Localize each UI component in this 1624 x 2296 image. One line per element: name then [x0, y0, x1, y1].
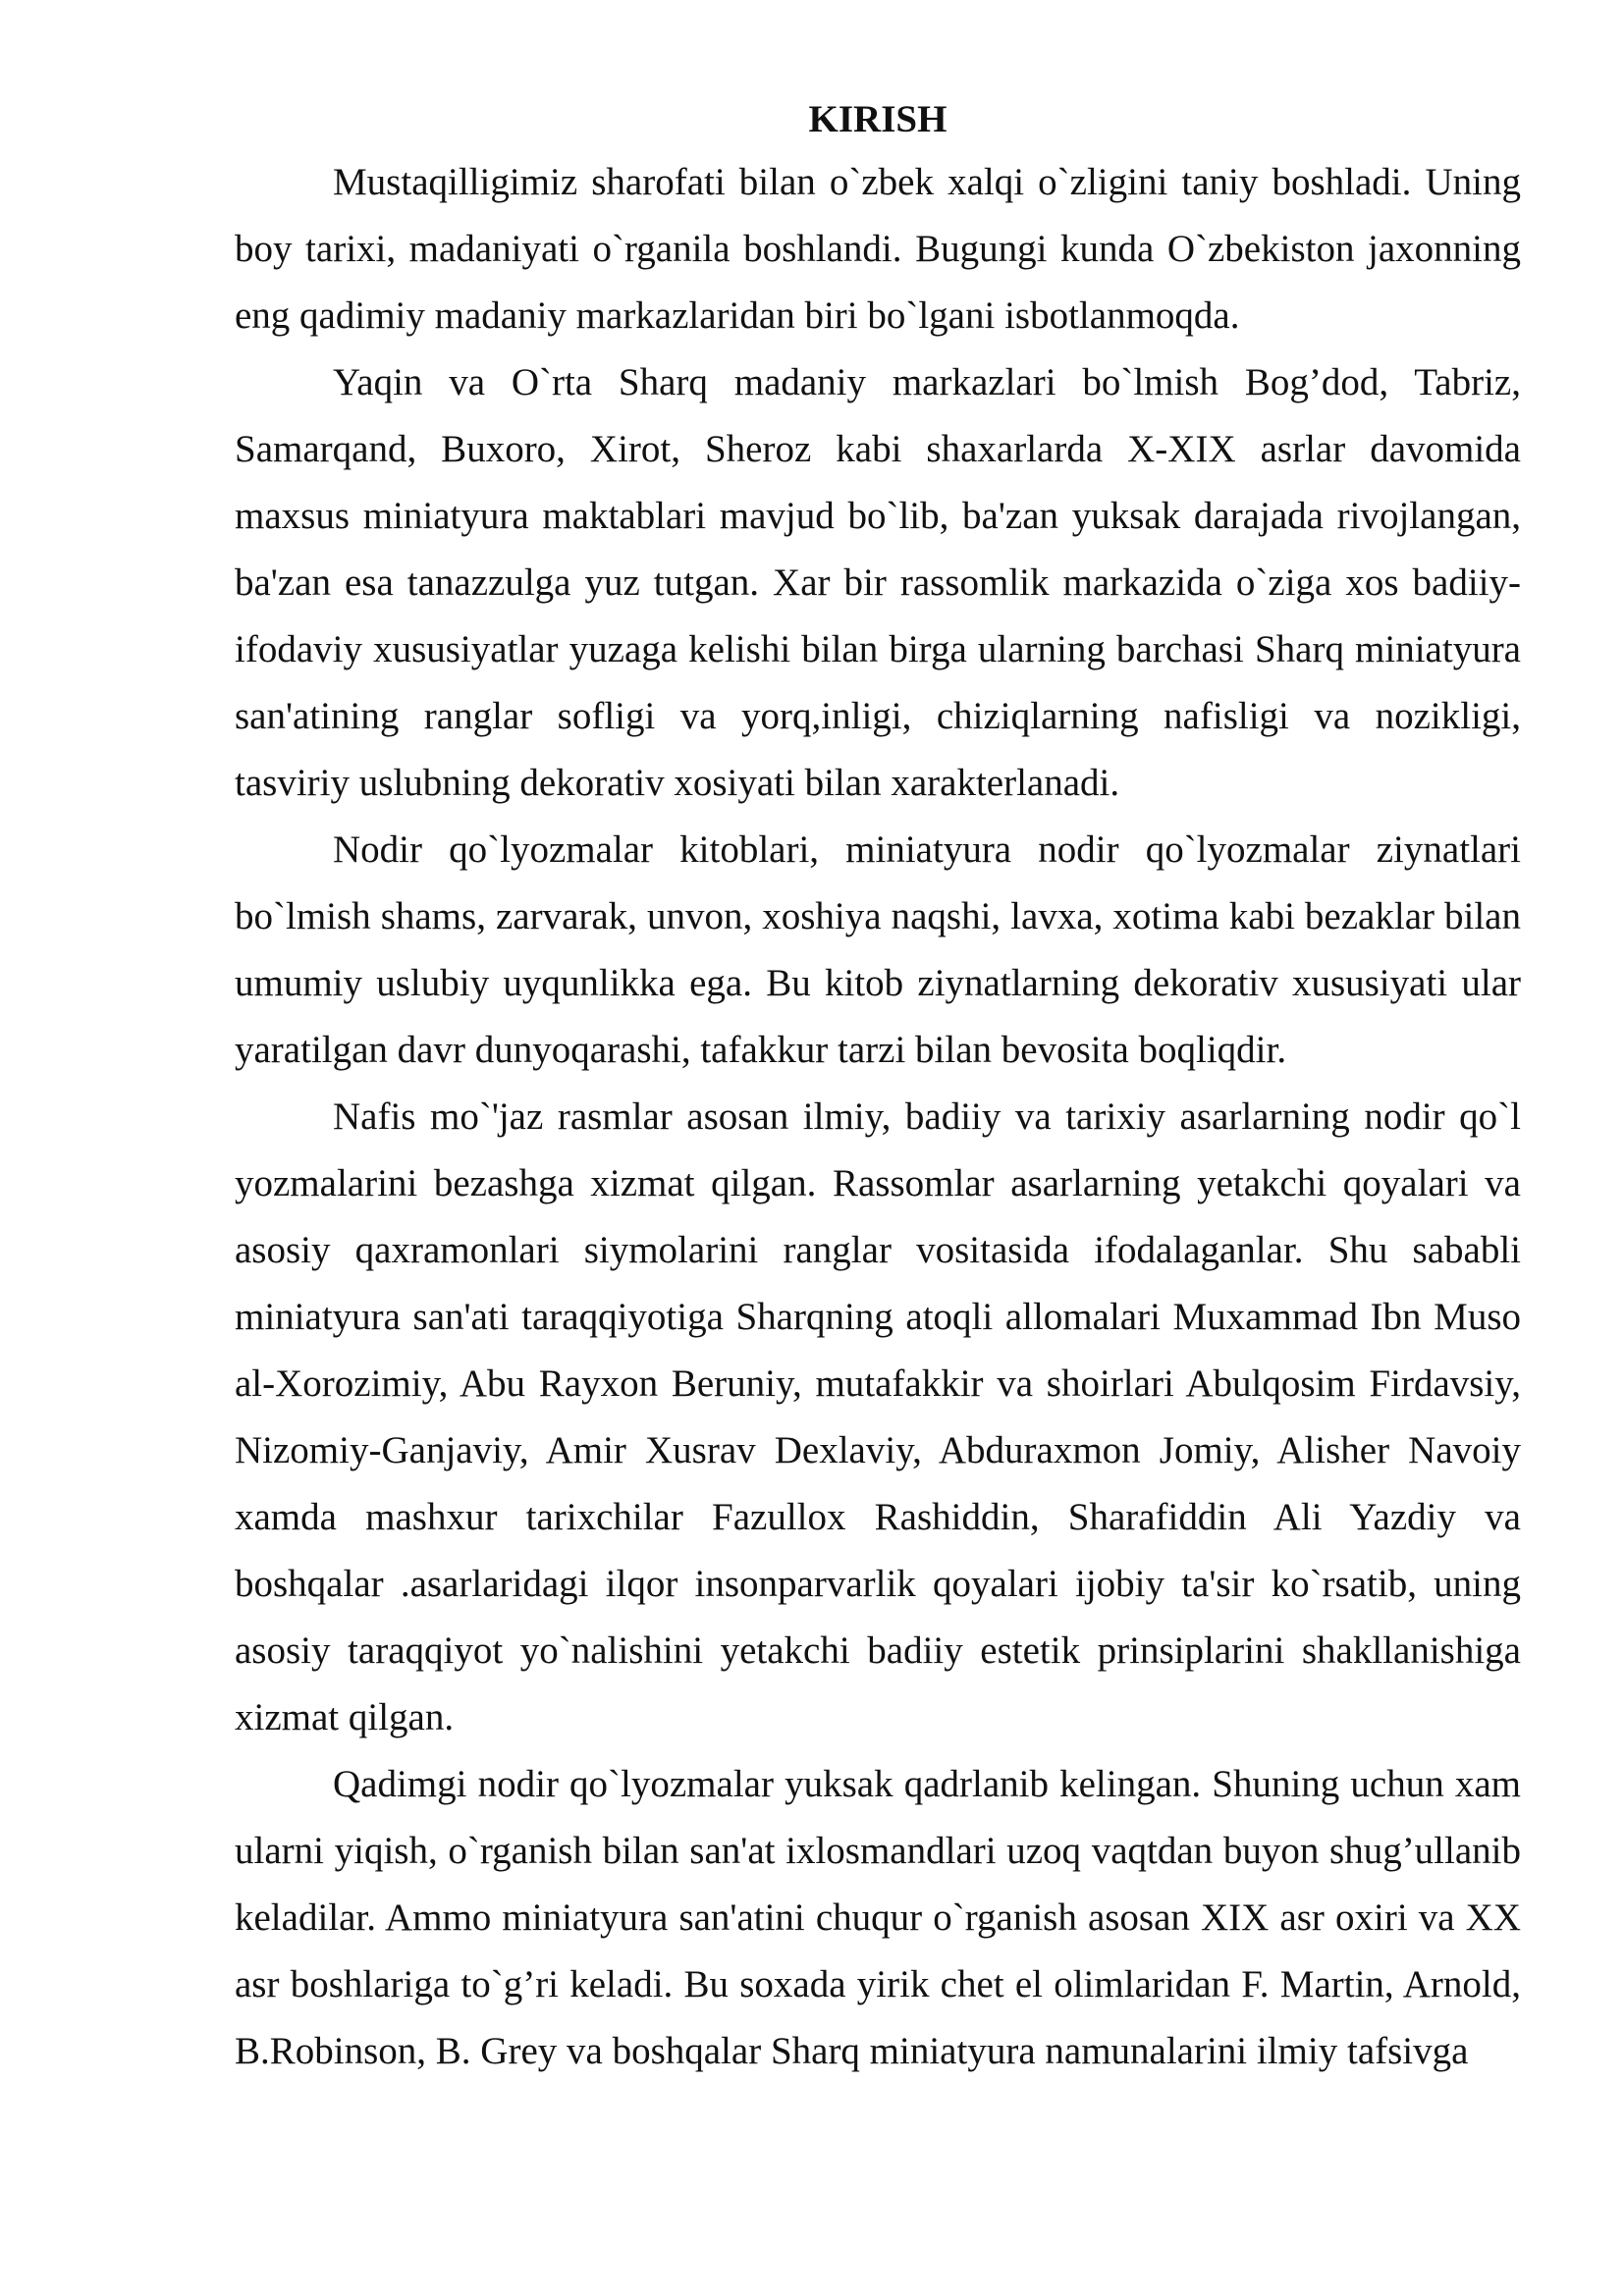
document-body: [235, 90, 1521, 2085]
paragraph-5: Qadimgi nodir qo`lyozmalar yuksak qadrlanib kelingan. Shuning uchun xam ularni yiqish, o`rganish bilan san'at ixlosmandlari uzoq vaqtdan buyon shug’ullanib keladilar. Ammo miniatyura san'atini chuqur o`rganish asosan XIX asr oxiri va XX asr boshlariga to`g’ri keladi. Bu soxada yirik chet el olimlaridan F. Martin, Arnold, B.Robinson, B. Grey va boshqalar Sharq miniatyura namunalarini ilmiy tafsivga: [235, 1763, 1521, 2072]
paragraph-4: Nafis mo`'jaz rasmlar asosan ilmiy, badiiy va tarixiy asarlarning nodir qo`l yozmalarini bezashga xizmat qilgan. Rassomlar asarlarning yetakchi qoyalari va asosiy qaxramonlari siymolarini ranglar vositasida ifodalaganlar. Shu sababli miniatyura san'ati taraqqiyotiga Sharqning atoqli allomalari Muxammad Ibn Muso al-Xorozimiy, Abu Rayxon Beruniy, mutafakkir va shoirlari Abulqosim Firdavsiy, Nizomiy-Ganjaviy, Amir Xusrav Dexlaviy, Abduraxmon Jomiy, Alisher Navoiy xamda mashxur tarixchilar Fazullox Rashiddin, Sharafiddin Ali Yazdiy va boshqalar .asarlaridagi ilqor insonparvarlik qoyalari ijobiy ta'sir ko`rsatib, uning asosiy taraqqiyot yo`nalishini yetakchi badiiy estetik prinsiplarini shakllanishiga xizmat qilgan.: [235, 1095, 1521, 1738]
page-title: KIRISH: [808, 98, 947, 140]
paragraph-3: Nodir qo`lyozmalar kitoblari, miniatyura nodir qo`lyozmalar ziynatlari bo`lmish shams, zarvarak, unvon, xoshiya naqshi, lavxa, xotima kabi bezaklar bilan umumiy uslubiy uyqunlikka ega. Bu kitob ziynatlarning dekorativ xususiyati ular yaratilgan davr dunyoqarashi, tafakkur tarzi bilan bevosita boqliqdir.: [235, 828, 1521, 1071]
paragraph-1: Mustaqilligimiz sharofati bilan o`zbek xalqi o`zligini taniy boshladi. Uning boy tarixi, madaniyati o`rganila boshlandi. Bugungi kunda O`zbekiston jaxonning eng qadimiy madaniy markazlaridan biri bo`lgani isbotlanmoqda.: [235, 161, 1521, 337]
paragraph-2: Yaqin va O`rta Sharq madaniy markazlari bo`lmish Bog’dod, Tabriz, Samarqand, Buxoro, Xirot, Sheroz kabi shaxarlarda X-XIX asrlar davomida maxsus miniatyura maktablari mavjud bo`lib, ba'zan yuksak darajada rivojlangan, ba'zan esa tanazzulga yuz tutgan. Xar bir rassomlik markazida o`ziga xos badiiy-ifodaviy xususiyatlar yuzaga kelishi bilan birga ularning barchasi Sharq miniatyura san'atining ranglar sofligi va yorq,inligi, chiziqlarning nafisligi va nozikligi, tasviriy uslubning dekorativ xosiyati bilan xarakterlanadi.: [235, 361, 1521, 804]
